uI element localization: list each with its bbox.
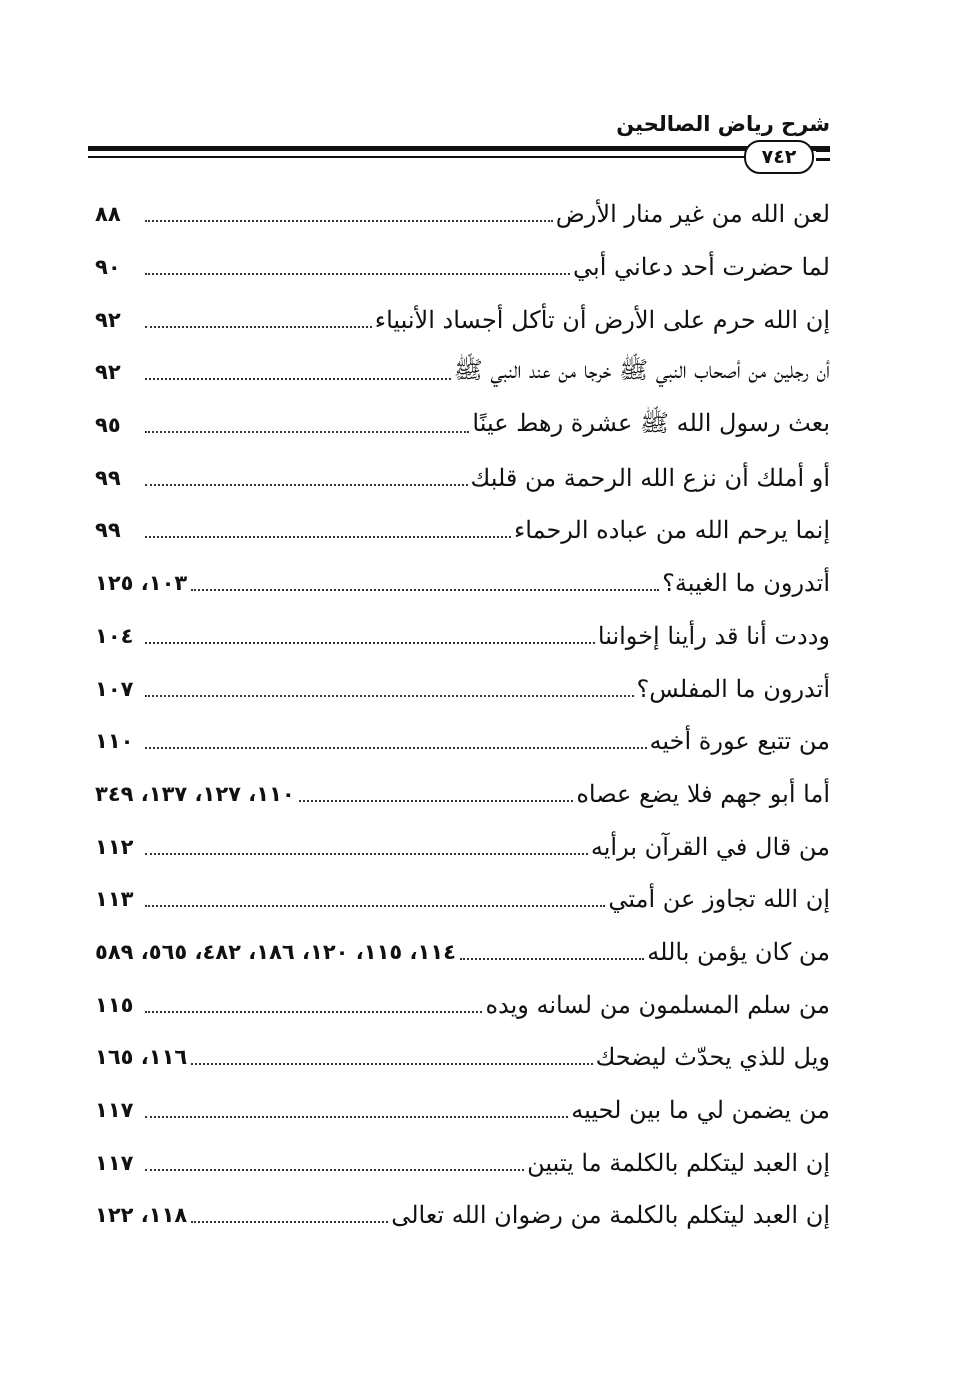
leader-dots [145, 642, 595, 644]
entry-pages: ٩٠ [95, 255, 121, 280]
leader-dots [460, 958, 644, 960]
header-rule-thick [88, 146, 830, 151]
toc-entry [95, 241, 830, 294]
entry-pages: ١١٠ [95, 729, 134, 754]
toc-entry [95, 926, 830, 979]
toc-entry [95, 346, 830, 399]
page-number-badge [744, 140, 814, 174]
entry-title: أو أملك أن نزع الله الرحمة من قلبك [470, 463, 830, 492]
leader-dots [145, 326, 372, 328]
entry-title: أتدرون ما المفلس؟ [636, 674, 830, 703]
leader-dots [145, 747, 647, 749]
toc-entry [95, 610, 830, 663]
toc-entry [95, 873, 830, 926]
leader-dots [145, 1011, 482, 1013]
leader-dots [145, 220, 553, 222]
entry-pages: ٩٩ [95, 465, 121, 490]
toc-entry [95, 188, 830, 241]
entry-pages: ١١٤، ١١٥، ١٢٠، ١٨٦، ٤٨٢، ٥٦٥، ٥٨٩ [95, 939, 456, 964]
leader-dots [191, 1221, 388, 1223]
toc-entry [95, 1136, 830, 1189]
leader-dots [145, 536, 511, 538]
entry-pages: ١١٨، ١٢٢ [95, 1203, 188, 1228]
toc-entry [95, 557, 830, 610]
toc-entry [95, 1084, 830, 1137]
page-number: ٧٤٢ [761, 146, 797, 168]
toc-entry [95, 662, 830, 715]
entry-title: أما أبو جهم فلا يضع عصاه [576, 779, 830, 808]
entry-title: إن الله تجاوز عن أمتي [608, 885, 830, 914]
entry-pages: ١١٣ [95, 887, 134, 912]
entry-pages: ١١٠، ١٢٧، ١٣٧، ٣٤٩ [95, 781, 295, 806]
entry-title: لما حضرت أحد دعاني أبي [573, 253, 830, 282]
entry-title: أتدرون ما الغيبة؟ [662, 569, 830, 598]
header-rule-thin [88, 156, 744, 158]
leader-dots [145, 1169, 524, 1171]
toc-list [95, 188, 830, 1242]
leader-dots [145, 484, 468, 486]
entry-title: من قال في القرآن برأيه [590, 832, 830, 861]
entry-pages: ١٠٤ [95, 623, 134, 648]
entry-title: إن الله حرم على الأرض أن تأكل أجساد الأنبياء [374, 305, 830, 334]
entry-title: إن العبد ليتكلم بالكلمة من رضوان الله تعالى [391, 1201, 830, 1230]
toc-entry [95, 978, 830, 1031]
entry-title: أن رجلين من أصحاب النبي ﷺ خرجا من عند النبي ﷺ [453, 355, 830, 384]
leader-dots [145, 905, 605, 907]
toc-entry [95, 1189, 830, 1242]
entry-pages: ١١٧ [95, 1098, 134, 1123]
leader-dots [299, 800, 574, 802]
leader-dots [145, 431, 469, 433]
leader-dots [145, 853, 588, 855]
toc-entry [95, 1031, 830, 1084]
leader-dots [191, 1063, 592, 1065]
page-header [88, 112, 830, 182]
leader-dots [145, 378, 451, 380]
entry-pages: ٩٢ [95, 307, 121, 332]
entry-title: من يضمن لي ما بين لحييه [571, 1096, 830, 1125]
entry-pages: ١١٦، ١٦٥ [95, 1045, 188, 1070]
leader-dots [191, 589, 659, 591]
entry-title: من تتبع عورة أخيه [649, 727, 830, 756]
entry-pages: ١١٢ [95, 834, 134, 859]
entry-pages: ٨٨ [95, 202, 121, 227]
book-title: شرح رياض الصالحين [616, 112, 830, 136]
entry-pages: ١١٧ [95, 1150, 134, 1175]
entry-pages: ١١٥ [95, 992, 134, 1017]
toc-entry [95, 715, 830, 768]
leader-dots [145, 695, 634, 697]
toc-entry [95, 451, 830, 504]
entry-title: إن العبد ليتكلم بالكلمة ما يتبين [527, 1148, 830, 1177]
toc-entry [95, 504, 830, 557]
entry-title: بعث رسول الله ﷺ عشرة رهط عينًا [472, 408, 830, 437]
entry-pages: ٩٩ [95, 518, 121, 543]
header-rule-ornament [816, 149, 830, 161]
toc-entry [95, 768, 830, 821]
entry-title: من سلم المسلمون من لسانه ويده [485, 990, 830, 1019]
entry-pages: ١٠٧ [95, 676, 134, 701]
leader-dots [145, 1116, 568, 1118]
entry-pages: ٩٢ [95, 360, 121, 385]
toc-entry [95, 293, 830, 346]
toc-entry [95, 820, 830, 873]
entry-title: ويل للذي يحدّث ليضحك [595, 1043, 830, 1072]
entry-title: لعن الله من غير منار الأرض [555, 200, 830, 229]
entry-title: إنما يرحم الله من عباده الرحماء [514, 516, 830, 545]
leader-dots [145, 273, 570, 275]
entry-title: من كان يؤمن بالله [647, 937, 830, 966]
entry-pages: ١٠٣، ١٢٥ [95, 571, 188, 596]
entry-title: وددت أنا قد رأينا إخواننا [597, 621, 830, 650]
entry-pages: ٩٥ [95, 413, 121, 438]
toc-entry [95, 399, 830, 452]
